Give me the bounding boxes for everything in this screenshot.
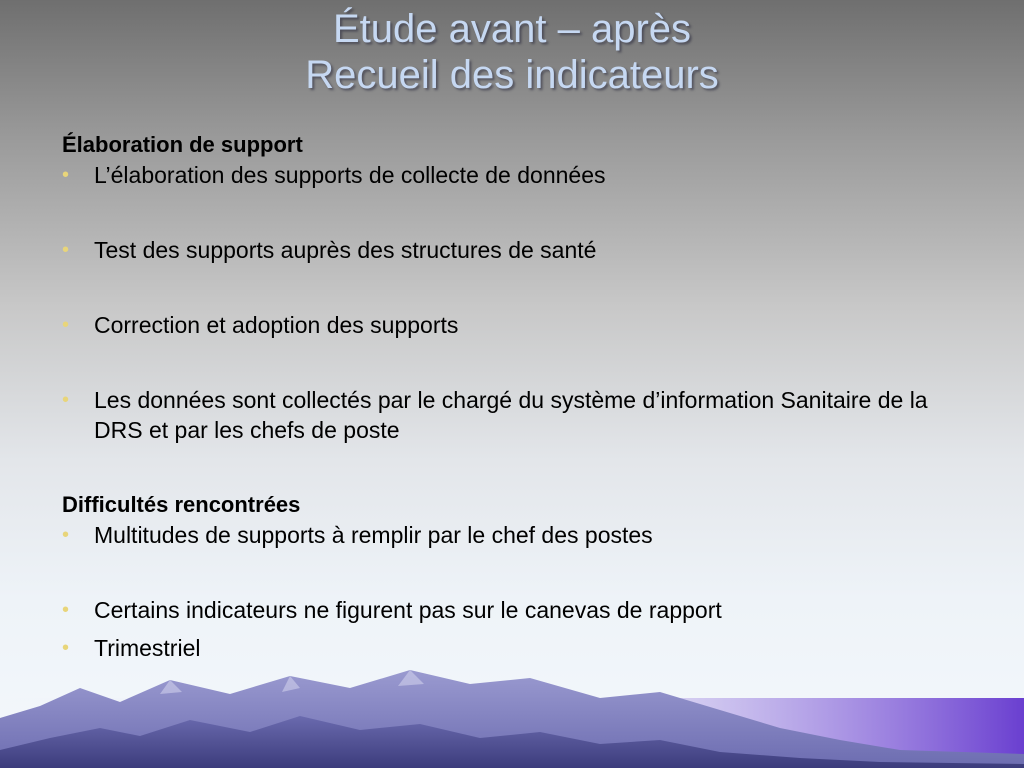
- list-item-text: Multitudes de supports à remplir par le chef des postes: [94, 522, 653, 548]
- list-item-text: Test des supports auprès des structures de santé: [94, 237, 597, 263]
- bullet-icon: •: [62, 389, 70, 411]
- list-item-text: Correction et adoption des supports: [94, 312, 459, 338]
- bullet-list-difficultes: [62, 520, 962, 663]
- bullet-list-elaboration: [62, 160, 962, 445]
- list-item: [62, 595, 962, 625]
- section-heading-difficultes: Difficultés rencontrées: [62, 492, 301, 517]
- bullet-icon: •: [62, 637, 70, 659]
- list-item-text: Les données sont collectés par le chargé du système d’information Sanitaire de la DRS et par les chefs de poste: [94, 387, 928, 443]
- slide-title-line2: Recueil des indicateurs: [305, 53, 719, 97]
- section-heading-elaboration: Élaboration de support: [62, 132, 303, 157]
- list-item: [62, 310, 962, 340]
- slide-content: [62, 130, 962, 663]
- bullet-icon: •: [62, 164, 70, 186]
- list-item: [62, 235, 962, 265]
- list-item-text: L’élaboration des supports de collecte de données: [94, 162, 606, 188]
- list-item: [62, 385, 962, 445]
- list-item: [62, 520, 962, 550]
- slide-title-line1: Étude avant – après: [332, 7, 692, 51]
- list-item-text: Trimestriel: [94, 635, 201, 661]
- bullet-icon: •: [62, 314, 70, 336]
- bullet-icon: •: [62, 599, 70, 621]
- list-item-text: Certains indicateurs ne figurent pas sur le canevas de rapport: [94, 597, 722, 623]
- list-item: [62, 160, 962, 190]
- mountain-landscape-decoration: [0, 658, 1024, 768]
- bullet-icon: •: [62, 524, 70, 546]
- bullet-icon: •: [62, 239, 70, 261]
- slide-title: [0, 6, 1024, 98]
